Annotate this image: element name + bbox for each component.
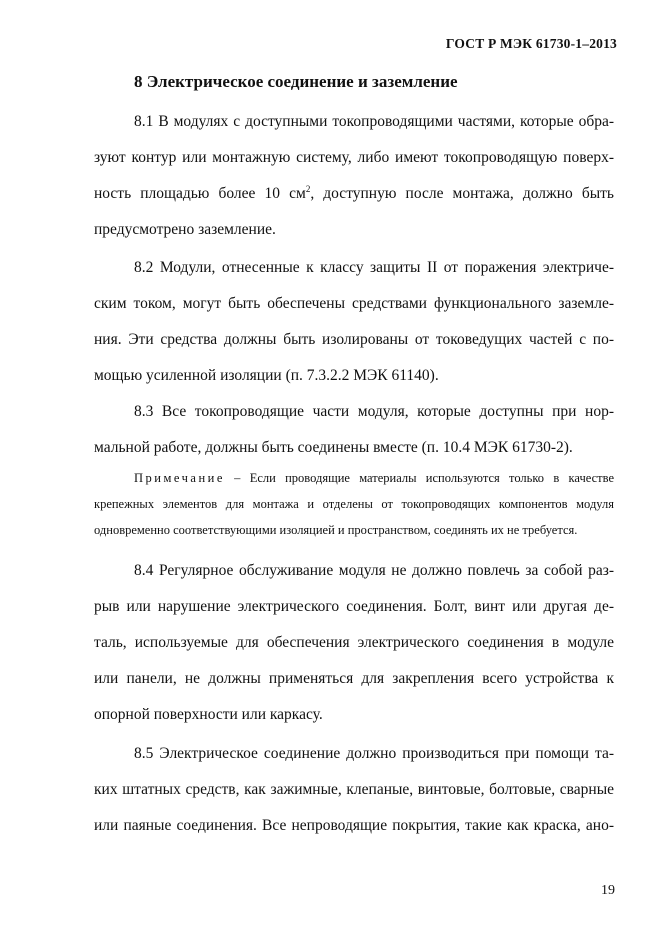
text-line: ких штатных средств, как зажимные, клепаные, винтовые, болтовые, сварные — [94, 781, 614, 798]
text-line: 8.1 В модулях с доступными токопроводящими частями, которые обра- — [134, 113, 614, 130]
page-number: 19 — [601, 883, 615, 898]
paragraph-8-2 — [94, 250, 614, 394]
text-line — [94, 176, 614, 212]
text-line: мощью усиленной изоляции (п. 7.3.2.2 МЭК 61140). — [94, 367, 439, 384]
text-line — [94, 465, 614, 491]
text-line: крепежных элементов для монтажа и отделены от токопроводящих компонентов модуля — [94, 497, 614, 511]
text-fragment: – Если проводящие материалы используются только в качестве — [224, 471, 614, 485]
section-title: 8 Электрическое соединение и заземление — [134, 72, 458, 91]
superscript: 2 — [305, 183, 311, 194]
text-line: или панели, не должны применяться для закрепления всего устройства к — [94, 670, 614, 687]
paragraph-8-4 — [94, 553, 614, 733]
paragraph-8-5 — [94, 736, 614, 844]
text-line: ния. Эти средства должны быть изолированы от токоведущих частей с по- — [94, 331, 614, 348]
text-fragment: , доступную после монтажа, должно быть — [310, 185, 614, 202]
text-line: или паяные соединения. Все непроводящие покрытия, такие как краска, ано- — [94, 817, 614, 834]
standard-code-header: ГОСТ Р МЭК 61730-1–2013 — [445, 36, 617, 51]
text-fragment: ность площадью более 10 см — [94, 185, 306, 202]
text-line: зуют контур или монтажную систему, либо имеют токопроводящую поверх- — [94, 149, 614, 166]
text-line: одновременно соответствующими изоляцией и пространством, соединять их не требуется. — [94, 523, 578, 537]
paragraph-8-3 — [94, 394, 614, 466]
paragraph-8-1 — [94, 104, 614, 248]
text-line: 8.3 Все токопроводящие части модуля, которые доступны при нор- — [134, 403, 614, 420]
text-line: ским током, могут быть обеспечены средствами функционального заземле- — [94, 295, 614, 312]
text-line: 8.5 Электрическое соединение должно производиться при помощи та- — [134, 745, 614, 762]
note-block — [94, 465, 614, 543]
text-line: таль, используемые для обеспечения электрического соединения в модуле — [94, 634, 614, 651]
text-line: рыв или нарушение электрического соединения. Болт, винт или другая де- — [94, 598, 614, 615]
note-label: Примечание — [134, 471, 225, 485]
text-line: предусмотрено заземление. — [94, 221, 276, 238]
text-line: 8.4 Регулярное обслуживание модуля не должно повлечь за собой раз- — [134, 562, 614, 579]
text-line: мальной работе, должны быть соединены вместе (п. 10.4 МЭК 61730-2). — [94, 439, 573, 456]
text-line: 8.2 Модули, отнесенные к классу защиты II от поражения электриче- — [134, 259, 614, 276]
text-line: опорной поверхности или каркасу. — [94, 706, 323, 723]
